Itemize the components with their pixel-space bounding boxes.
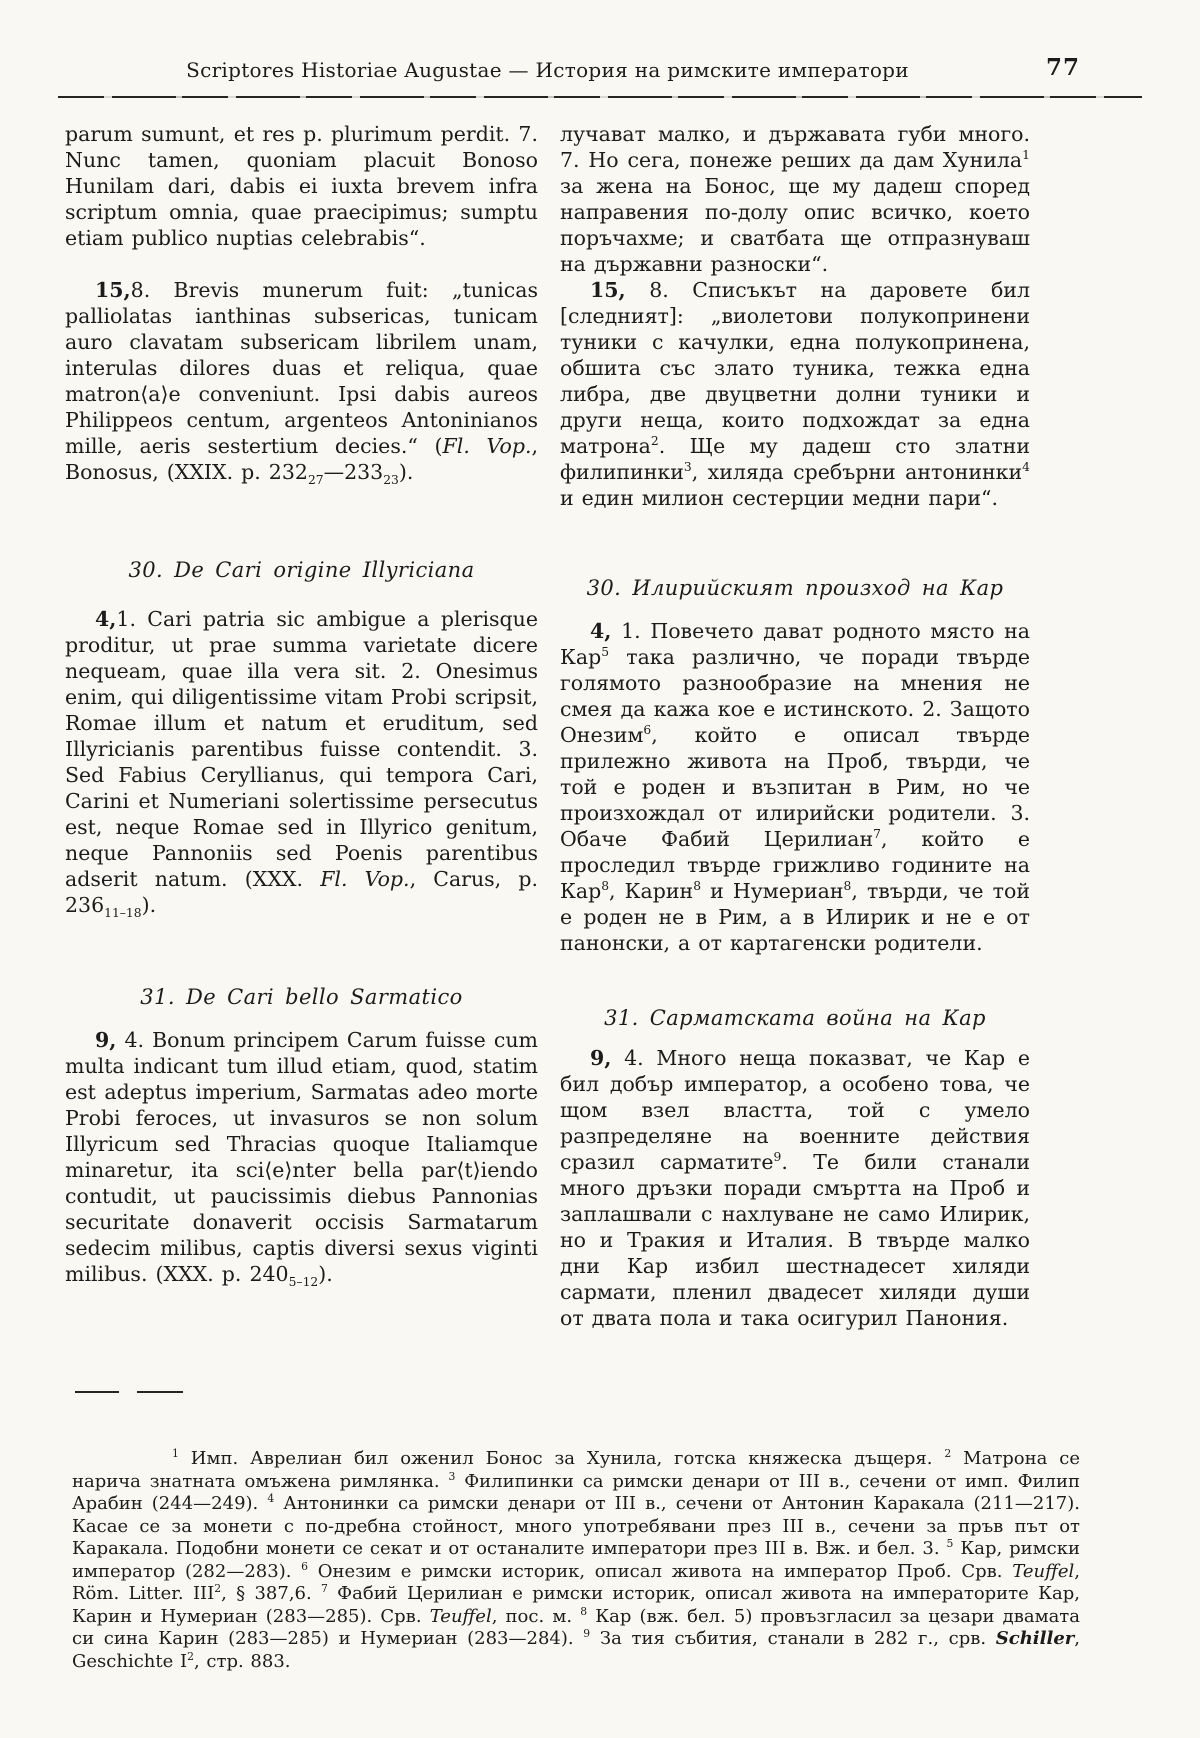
latin-continuation-paragraph: parum sumunt, et res p. plurimum perdit. 7. Nunc tamen, quoniam placuit Bonoso Hunilam dari, dabis ei iuxta brevem infra scriptum omnia, quae praecipimus; sumptu etiam publico nuptias celebrabis“.: [65, 122, 538, 250]
latin-paragraph-15-8: 15,8. Brevis munerum fuit: „tunicas palliolatas ianthinas subsericas, tunicam auro clavatam subsericam librilem unam, interulas dilores duas et reliqua, quae matron⟨a⟩e conveniunt. Ipsi dabis aureos Philippeos centum, argenteos Antoninianos mille, aeris sestertium decies.“ (Fl. Vop., Bonosus, (XXIX. p. $232_{27}—233_{23}$).: [65, 278, 538, 488]
bulgarian-column: [560, 121, 1030, 1331]
header-rule: [58, 96, 1142, 98]
text-columns: [65, 121, 1030, 1331]
latin-column: [65, 121, 538, 1331]
bulgarian-paragraph-9-4: 9, 4. Много неща показват, че Кар е бил добър император, а особено това, че щом взел властта, той с умело разпределяне на военните действия сразил сарматите$^9$. Те били станали много дръзки поради смъртта на Проб и заплашвали с нахлуване не само Илирик, но и Тракия и Италия. В твърде малко дни Кар избил шестнадесет хиляди сармати, пленил двадесет хиляди души от двата пола и така осигурил Панония.: [560, 1046, 1030, 1330]
bulgarian-paragraph-15-8: 15, 8. Списъкът на даровете бил [следният]: „виолетови полукопринени туники с качулки, една полукопринена, обшита със злато туника, тежка една либра, две двуцветни долни туники и други неща, които подхождат за една матрона$^2$. Ще му дадеш сто златни филипинки$^3$, хиляда сребърни антонинки$^4$ и един милион сестерции медни пари“.: [560, 278, 1030, 510]
running-head: [65, 58, 1030, 82]
latin-paragraph-4-1: 4,1. Cari patria sic ambigue a plerisque proditur, ut prae summa varietate dicere nequeam, quae illa vera sit. 2. Onesimus enim, qui diligentissime vitam Probi scripsit, Romae illum et natum et eruditum, sed Illyricianis parentibus fuisse contendit. 3. Sed Fabius Ceryllianus, qui tempora Cari, Carini et Numeriani solertissime persecutus est, neque Romae sed in Illyrico genitum, neque Pannoniis sed Poenis parentibus adserit natum. (XXX. Fl. Vop., Carus, p. $236_{11-18}$).: [65, 607, 539, 921]
bulgarian-section-heading-31: 31. Сарматската война на Кар: [604, 1006, 986, 1030]
footnotes-text: $^1$ Имп. Аврелиан бил оженил Бонос за Хунила, готска княжеска дъщеря. $^2$ Матрона се нарича знатната омъжена римлянка. $^3$ Филипинки са римски денари от III в., сечени от имп. Филип Арабин (244—249). $^4$ Антонинки са римски денари от III в., сечени от Антонин Каракала (211—217). Касае се за монети с по-дребна стойност, много употребявани през III в., сечени за пръв път от Каракала. Подобни монети се секат и от останалите императори през III в. Вж. и бел. 3. $^5$ Кар, римски император (282—283). $^6$ Онезим е римски историк, описал живота на император Проб. Срв. Teuffel, Röm. Litter. III$^2$, § 387,6. $^7$ Фабий Церилиан е римски историк, описал живота на императорите Кар, Карин и Нумериан (283—285). Срв. Teuffel, пос. м. $^8$ Кар (вж. бел. 5) провъзгласил за цезари двамата си сина Карин (283—285) и Нумериан (283—284). $^9$ За тия събития, станали в 282 г., срв. Schiller, Geschichte $I^2$, стр. 883.: [72, 1447, 1081, 1672]
latin-paragraph-9-4: 9, 4. Bonum principem Carum fuisse cum multa indicant tum illud etiam, quod, statim est adeptus imperium, Sarmatas adeo morte Probi feroces, ut invasuros se non solum Illyricum sed Thracias quoque Italiamque minaretur, ita sci⟨e⟩nter bella par⟨t⟩iendo contudit, ut paucissimis diebus Pannonias securitate donaverit occisis Sarmatarum sedecim milibus, captis diversi sexus viginti milibus. (XXX. p. $240_{5-12}$).: [65, 1028, 538, 1290]
latin-section-heading-30: 30. De Cari origine Illyriciana: [128, 558, 475, 582]
bulgarian-continuation-paragraph: лучават малко, и държавата губи много. 7. Но сега, понеже реших да дам Хунила$^1$ за жена на Бонос, ще му дадеш според направения по-долу опис всичко, което поръчахме; и сватбата ще отпразнуваш на държавни разноски“.: [560, 122, 1030, 276]
latin-section-heading-31: 31. De Cari bello Sarmatico: [140, 985, 463, 1009]
footnote-separator: [75, 1391, 183, 1393]
running-title: Scriptores Historiae Augustae — История на римските императори: [186, 58, 909, 82]
bulgarian-section-heading-30: 30. Илирийският произход на Кар: [586, 576, 1004, 600]
page-number: 77: [1046, 54, 1081, 81]
bulgarian-paragraph-4-1: 4, 1. Повечето дават родното място на Кар$^5$ така различно, че поради твърде голямото разнообразие на мнения не смея да кажа кое е истинското. 2. Защото Онезим$^6$, който е описал твърде прилежно живота на Проб, твърди, че той е роден и възпитан в Рим, но че произхождал от илирийски родители. 3. Обаче Фабий Церилиан$^7$, който е проследил твърде грижливо годините на Кар$^8$, Карин$^8$ и Нумериан$^8$, твърди, че той е роден не в Рим, а в Илирик и не е от панонски, а от картагенски родители.: [560, 619, 1030, 955]
footnotes-block: [72, 1448, 1080, 1673]
